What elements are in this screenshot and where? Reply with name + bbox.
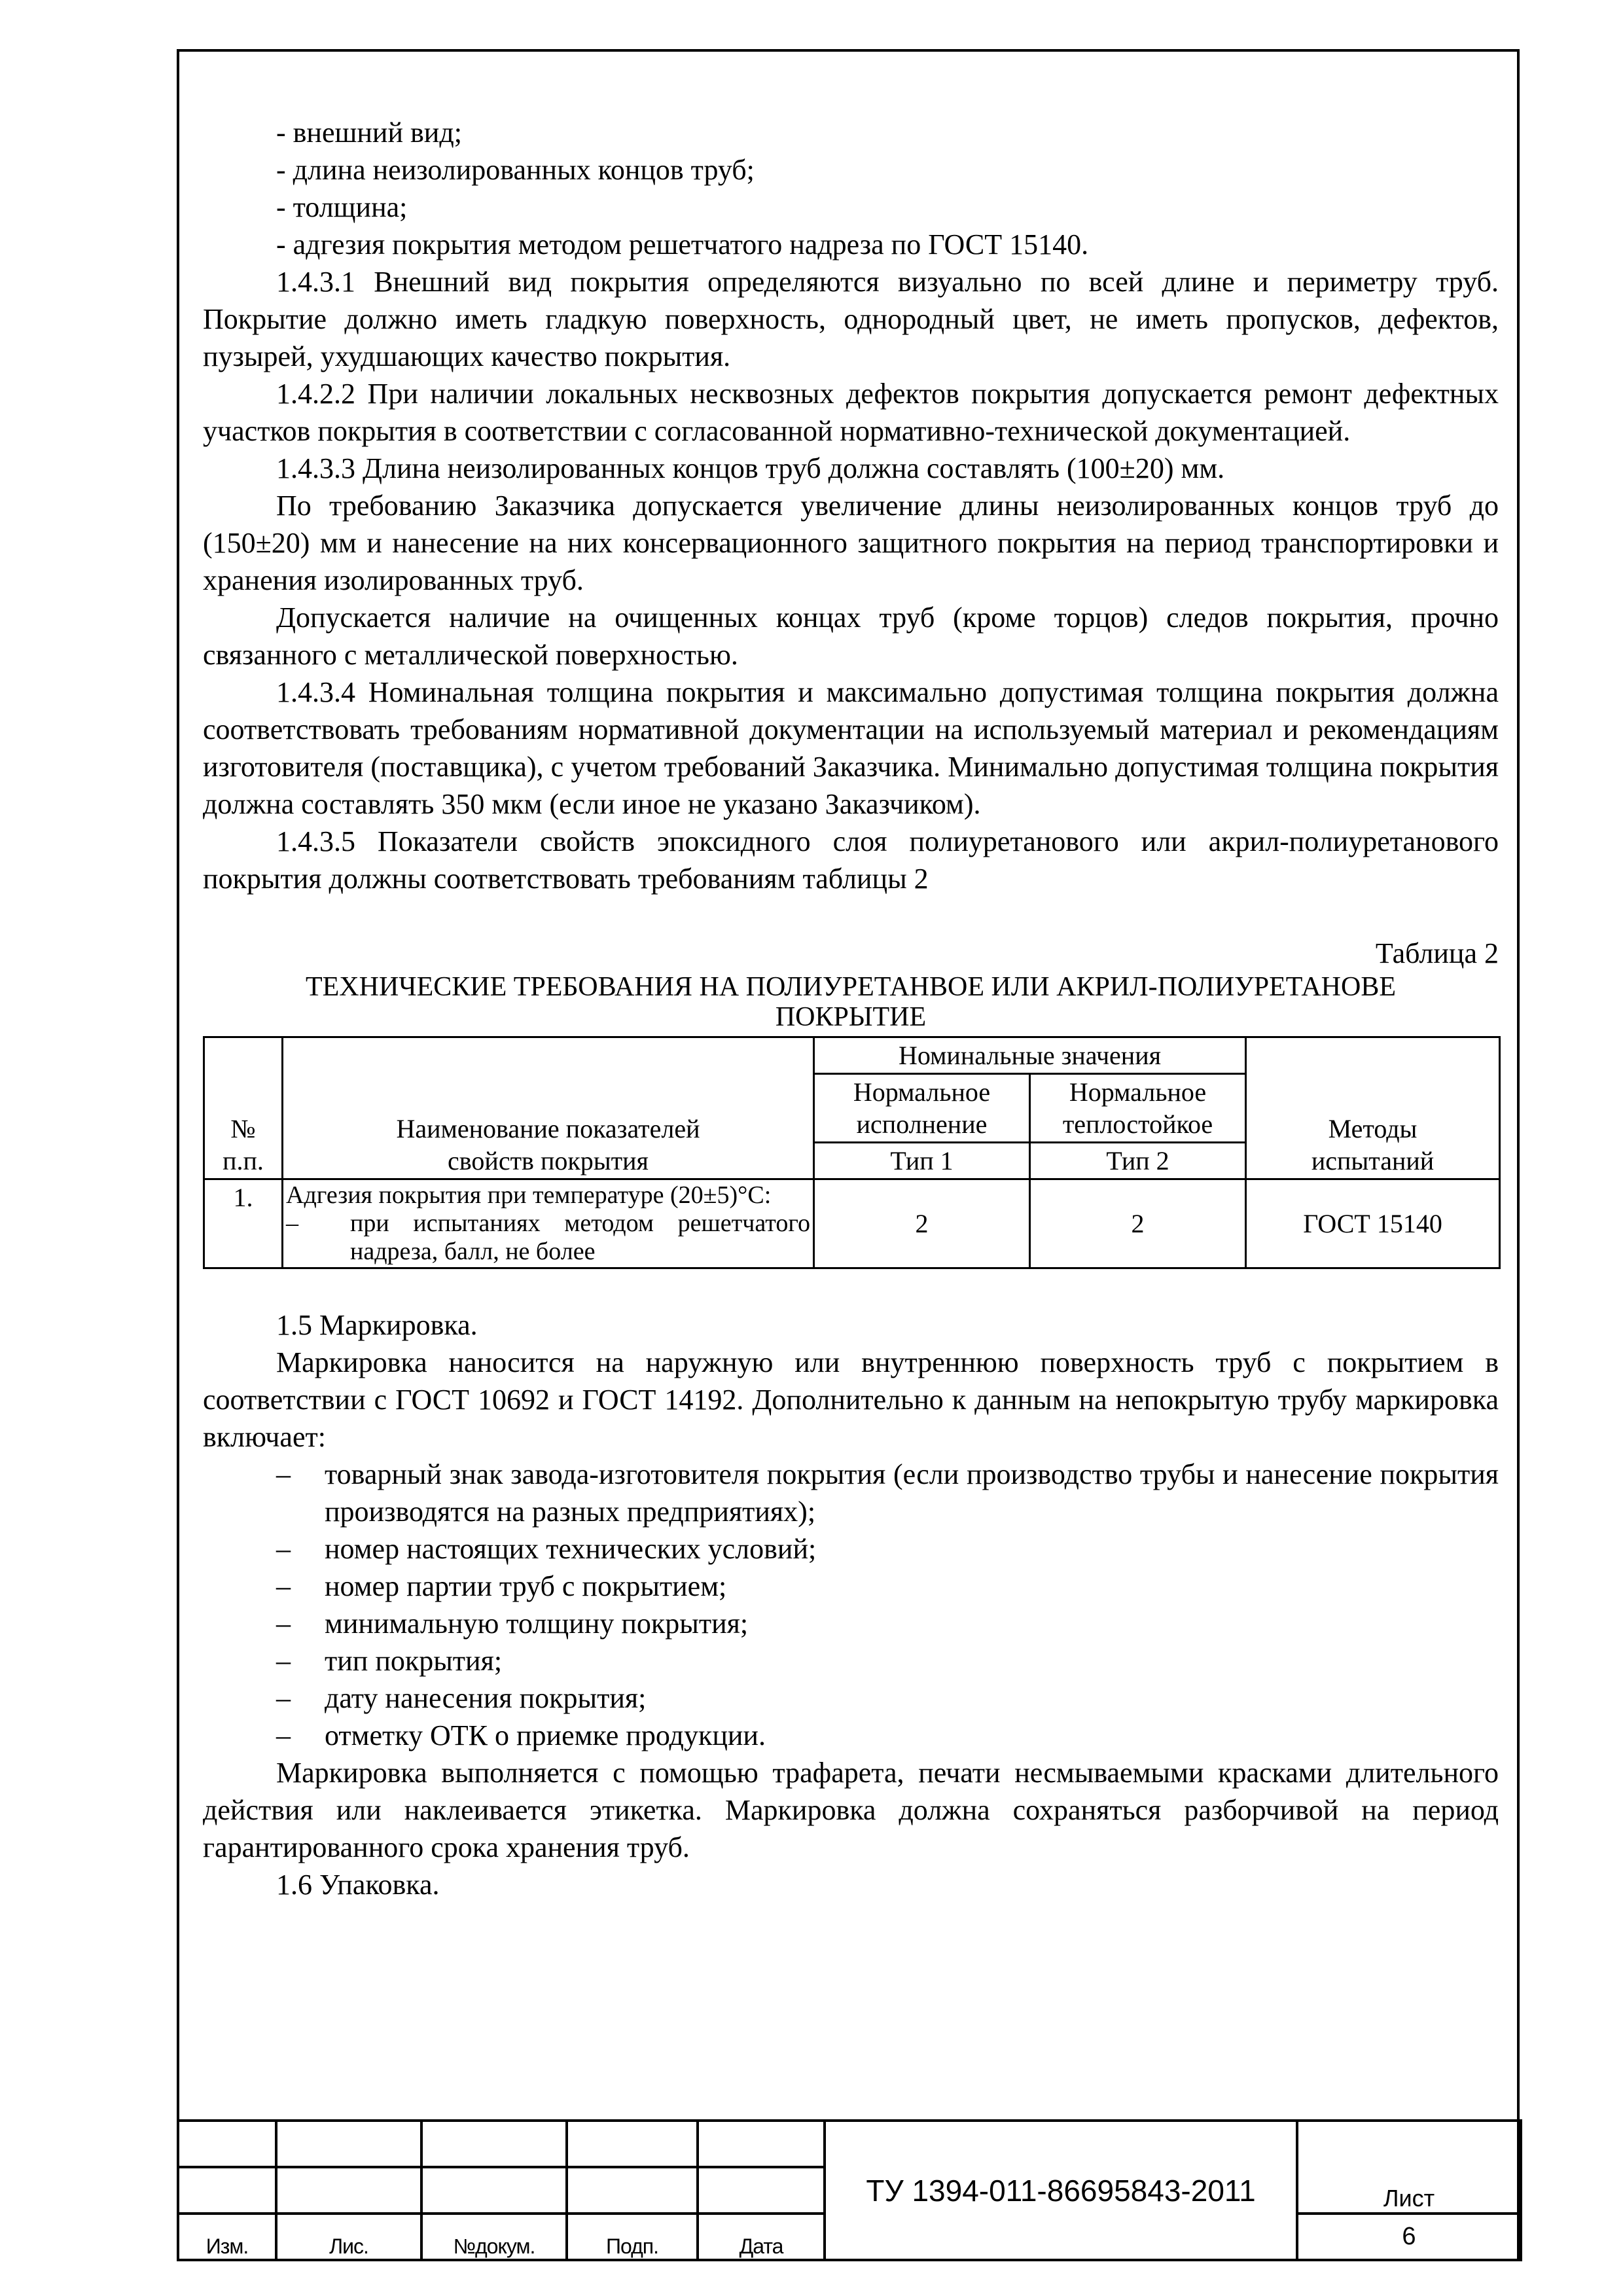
title-block	[177, 2119, 1520, 2261]
table-header-row	[204, 1037, 1500, 1074]
stamp-cell	[178, 2167, 276, 2214]
paragraph-1433: 1.4.3.3 Длина неизолированных концов труб должна составлять (100±20) мм.	[276, 452, 1225, 484]
stamp-cell	[276, 2167, 421, 2214]
header-text: свойств покрытия	[448, 1146, 649, 1175]
header-name	[283, 1037, 814, 1179]
list-item-text: минимальную толщину покрытия;	[325, 1607, 749, 1640]
cell-name-subtext: при испытаниях методом решетчатого надреза, балл, не более	[350, 1210, 810, 1265]
stamp-label-date: Дата	[698, 2214, 825, 2260]
header-methods	[1246, 1037, 1500, 1179]
paragraph-allowed-traces: Допускается наличие на очищенных концах труб (кроме торцов) следов покрытия, прочно связанного с металлической поверхностью.	[203, 601, 1499, 671]
cell-name	[283, 1179, 814, 1268]
header-type2: Тип 2	[1030, 1143, 1246, 1179]
cell-num: 1.	[204, 1179, 283, 1268]
paragraph-1434: 1.4.3.4 Номинальная толщина покрытия и максимально допустимая толщина покрытия должна соответствовать требованиям нормативной документации на используемый материал и рекомендациям изготовителя (поставщика), с учетом требований Заказчика. Минимально допустимая толщина покрытия должна составлять 350 мкм (если иное не указано Заказчиком).	[203, 676, 1499, 820]
paragraph-1431: 1.4.3.1 Внешний вид покрытия определяются визуально по всей длине и периметру труб. Покрытие должно иметь гладкую поверхность, однородный цвет, не иметь пропусков, дефектов, пузырей, ухудшающих качество покрытия.	[203, 266, 1499, 372]
list-item	[203, 1456, 1499, 1530]
stamp-label-izm: Изм.	[178, 2214, 276, 2260]
cell-name-subitem	[286, 1210, 810, 1266]
header-type1: Тип 1	[814, 1143, 1030, 1179]
cell-name-text: Адгезия покрытия при температуре (20±5)°С:	[286, 1181, 772, 1209]
table-label: Таблица 2	[1375, 937, 1499, 969]
list-item: - внешний вид;	[276, 117, 462, 149]
list-item	[203, 1530, 1499, 1568]
list-item: - адгезия покрытия методом решетчатого надреза по ГОСТ 15140.	[276, 228, 1089, 260]
header-text: Методы	[1328, 1114, 1418, 1143]
stamp-cell	[276, 2121, 421, 2167]
header-text: Нормальное	[1069, 1077, 1207, 1107]
list-item-text: отметку ОТК о приемке продукции.	[325, 1719, 766, 1751]
header-text: Наименование показателей	[396, 1114, 700, 1143]
header-text: теплостойкое	[1062, 1109, 1213, 1139]
paragraph-1435: 1.4.3.5 Показатели свойств эпоксидного слоя полиуретанового или акрил-полиуретанового покрытия должны соответствовать требованиям таблицы 2	[203, 825, 1499, 895]
dash-mark: –	[276, 1607, 291, 1640]
paragraph-1422: 1.4.2.2 При наличии локальных несквозных дефектов покрытия допускается ремонт дефектных участков покрытия в соответствии с согласованной нормативно-технической документацией.	[203, 378, 1499, 447]
stamp-cell	[698, 2167, 825, 2214]
paragraph-marking-outro: Маркировка выполняется с помощью трафарета, печати несмываемыми красками длительного действия или наклеивается этикетка. Маркировка должна сохраняться разборчивой на период гарантированного срока хранения труб.	[203, 1757, 1499, 1863]
dash-mark: –	[276, 1645, 291, 1677]
stamp-cell	[421, 2121, 567, 2167]
list-item: - толщина;	[276, 191, 408, 223]
list-item-text: дату нанесения покрытия;	[325, 1682, 647, 1714]
stamp-label-docnum: №докум.	[421, 2214, 567, 2260]
marking-list	[203, 1456, 1499, 1754]
header-nominal: Номинальные значения	[814, 1037, 1246, 1074]
paragraph-customer-request: По требованию Заказчика допускается увеличение длины неизолированных концов труб до (150±20) мм и нанесение на них консервационного защитного покрытия на период транспортировки и хранения изолированных труб.	[203, 490, 1499, 596]
requirements-table	[203, 1036, 1501, 1269]
sheet-label: Лист	[1297, 2121, 1521, 2214]
header-text: Нормальное	[853, 1077, 991, 1107]
table-title: ТЕХНИЧЕСКИЕ ТРЕБОВАНИЯ НА ПОЛИУРЕТАНВОЕ ИЛИ АКРИЛ-ПОЛИУРЕТАНОВЕ ПОКРЫТИЕ	[305, 972, 1396, 1032]
list-item-text: товарный знак завода-изготовителя покрытия (если производство трубы и нанесение покрытия производятся на разных предприятиях);	[325, 1458, 1499, 1528]
header-normal	[814, 1074, 1030, 1143]
header-num	[204, 1037, 283, 1179]
list-item-text: номер настоящих технических условий;	[325, 1533, 817, 1565]
list-item	[203, 1605, 1499, 1642]
paragraph-marking-intro: Маркировка наносится на наружную или внутреннюю поверхность труб с покрытием в соответствии с ГОСТ 10692 и ГОСТ 14192. Дополнительно к данным на непокрытую трубу маркировка включает:	[203, 1346, 1499, 1453]
stamp-cell	[421, 2167, 567, 2214]
list-item	[203, 1679, 1499, 1717]
dash-mark: –	[276, 1682, 291, 1714]
list-item	[203, 1568, 1499, 1605]
list-item-text: тип покрытия;	[325, 1645, 503, 1677]
list-item-text: номер партии труб с покрытием;	[325, 1570, 727, 1602]
cell-method: ГОСТ 15140	[1246, 1179, 1500, 1268]
cell-type2: 2	[1030, 1179, 1246, 1268]
dash-mark: –	[276, 1570, 291, 1602]
header-text: испытаний	[1311, 1146, 1435, 1175]
cell-type1: 2	[814, 1179, 1030, 1268]
stamp-cell	[567, 2121, 698, 2167]
dash-mark: –	[276, 1719, 291, 1751]
stamp-cell	[698, 2121, 825, 2167]
dash-mark: –	[286, 1210, 298, 1237]
header-text: исполнение	[856, 1109, 988, 1139]
stamp-cell	[567, 2167, 698, 2214]
table-row	[204, 1179, 1500, 1268]
stamp-label-lis: Лис.	[276, 2214, 421, 2260]
header-heat	[1030, 1074, 1246, 1143]
dash-mark: –	[276, 1458, 291, 1490]
list-item: - длина неизолированных концов труб;	[276, 154, 755, 186]
header-text: п.п.	[223, 1146, 264, 1175]
document-designation: ТУ 1394-011-86695843-2011	[825, 2121, 1297, 2260]
list-item	[203, 1717, 1499, 1754]
section-heading-marking: 1.5 Маркировка.	[276, 1309, 478, 1341]
dash-mark: –	[276, 1533, 291, 1565]
section-heading-packaging: 1.6 Упаковка.	[276, 1869, 440, 1901]
list-item	[203, 1642, 1499, 1679]
document-body	[203, 114, 1499, 1903]
stamp-label-podp: Подп.	[567, 2214, 698, 2260]
stamp-cell	[178, 2121, 276, 2167]
sheet-number: 6	[1297, 2214, 1521, 2260]
header-text: №	[230, 1114, 256, 1143]
